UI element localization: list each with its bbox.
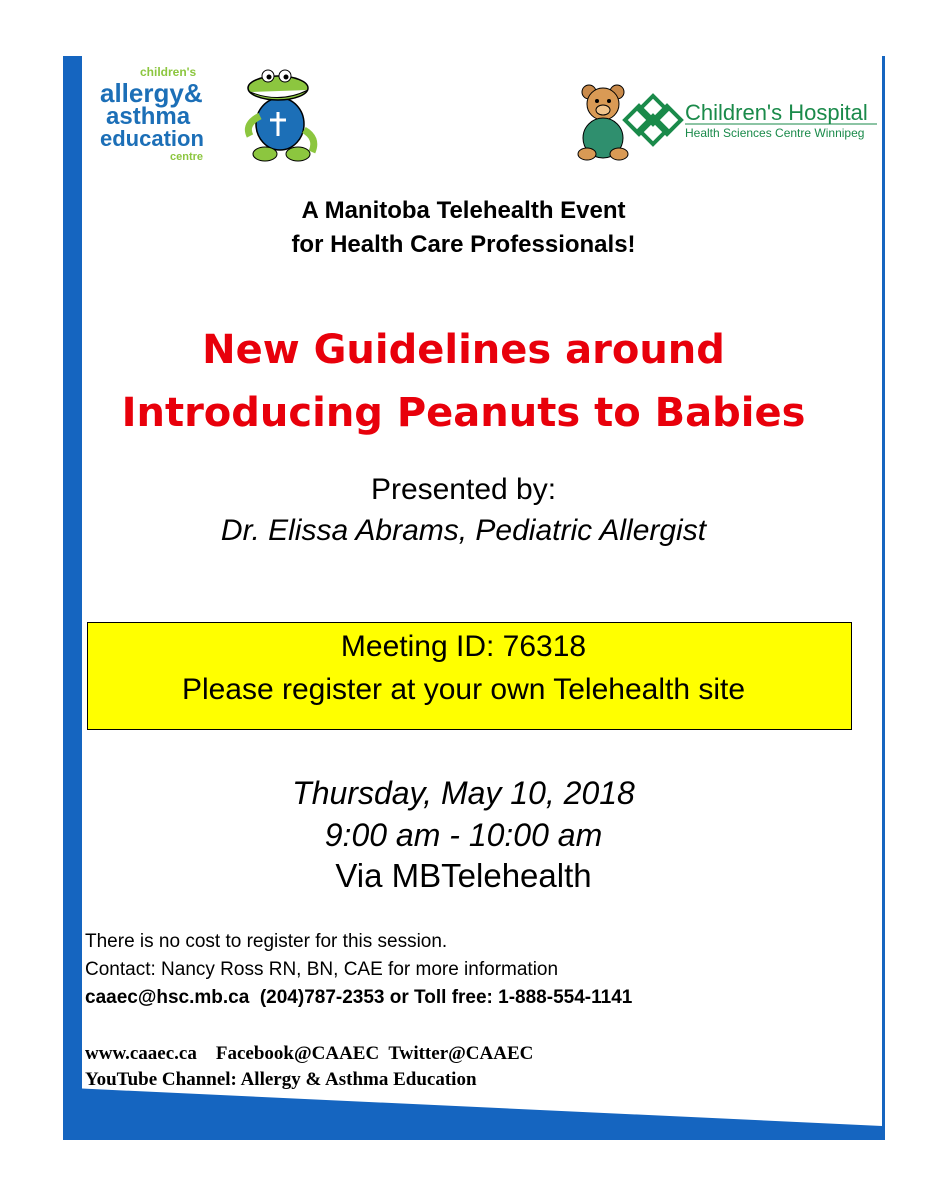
presented-by-label: Presented by: [370,473,557,506]
cost-note: There is no cost to register for this session. [85,931,448,952]
title-line-1: New Guidelines around [202,327,725,373]
event-date: Thursday, May 10, 2018 [292,775,635,811]
email-phone-line[interactable]: caaec@hsc.mb.ca (204)787-2353 or Toll free: 1-888-554-1141 [85,987,633,1008]
caaec-logo [100,64,320,164]
svg-text:allergy&: allergy& [100,78,203,108]
event-time: 9:00 am - 10:00 am [324,817,603,853]
alligator-mascot-icon [248,70,314,161]
svg-text:centre: centre [170,151,204,163]
register-note: Please register at your own Telehealth site [181,673,746,706]
svg-text:education: education [100,126,204,151]
svg-text:children's: children's [140,65,197,79]
intro-line-1: A Manitoba Telehealth Event [301,197,626,224]
title-line-2: Introducing Peanuts to Babies [121,390,806,436]
intro-line-2: for Health Care Professionals! [291,231,636,258]
teddy-bear-icon [578,85,628,160]
svg-text:Children's Hospital: Children's Hospital [685,100,868,125]
hospital-emblem-icon [625,96,681,144]
svg-text:Health Sciences Centre Winnipe: Health Sciences Centre Winnipeg [685,126,865,140]
event-via: Via MBTelehealth [335,857,592,894]
meeting-id: Meeting ID: 76318 [340,630,587,663]
social-links[interactable]: www.caaec.ca Facebook@CAAEC Twitter@CAAEC [85,1043,534,1064]
presenter-name: Dr. Elissa Abrams, Pediatric Allergist [220,514,707,547]
youtube-channel[interactable]: YouTube Channel: Allergy & Asthma Education [85,1069,477,1090]
contact-line: Contact: Nancy Ross RN, BN, CAE for more information [85,959,559,980]
svg-text:asthma: asthma [106,103,191,130]
childrens-hospital-logo [575,82,881,162]
